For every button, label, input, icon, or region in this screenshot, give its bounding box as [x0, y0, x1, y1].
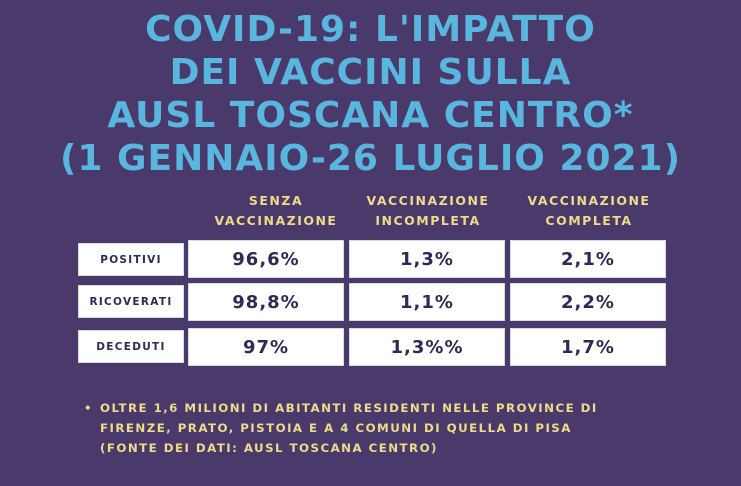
- column-header-senza-vaccinazione: [196, 191, 356, 231]
- footnote-line: FIRENZE, PRATO, PISTOIA E A 4 COMUNI DI QUELLA DI PISA: [100, 421, 572, 435]
- footnote: [84, 398, 684, 458]
- table-cell: 2,1%: [510, 240, 666, 278]
- page-title: [0, 8, 741, 180]
- column-header-vaccinazione-incompleta: [348, 191, 508, 231]
- title-line: DEI VACCINI SULLA: [169, 52, 572, 93]
- column-header-line: VACCINAZIONE: [214, 213, 338, 228]
- footnote-line: OLTRE 1,6 MILIONI DI ABITANTI RESIDENTI NELLE PROVINCE DI: [100, 401, 598, 415]
- table-cell: 98,8%: [188, 283, 344, 321]
- column-header-line: SENZA: [248, 193, 304, 208]
- table-cell: 1,7%: [510, 328, 666, 366]
- column-header-line: COMPLETA: [545, 213, 633, 228]
- column-header-vaccinazione-completa: [509, 191, 669, 231]
- title-line: AUSL TOSCANA CENTRO*: [107, 95, 634, 136]
- column-header-line: VACCINAZIONE: [527, 193, 651, 208]
- column-header-line: INCOMPLETA: [375, 213, 481, 228]
- row-label-ricoverati: RICOVERATI: [78, 285, 184, 318]
- bullet-icon: •: [84, 401, 93, 415]
- row-label-positivi: POSITIVI: [78, 243, 184, 276]
- table-cell: 2,2%: [510, 283, 666, 321]
- table-cell: 1,3%%: [349, 328, 505, 366]
- row-label-deceduti: DECEDUTI: [78, 330, 184, 363]
- column-header-line: VACCINAZIONE: [366, 193, 490, 208]
- footnote-line: (FONTE DEI DATI: AUSL TOSCANA CENTRO): [100, 441, 438, 455]
- table-cell: 97%: [188, 328, 344, 366]
- table-cell: 1,1%: [349, 283, 505, 321]
- table-cell: 96,6%: [188, 240, 344, 278]
- title-line: COVID-19: L'IMPATTO: [145, 9, 596, 50]
- table-cell: 1,3%: [349, 240, 505, 278]
- title-line: (1 GENNAIO-26 LUGLIO 2021): [59, 138, 682, 179]
